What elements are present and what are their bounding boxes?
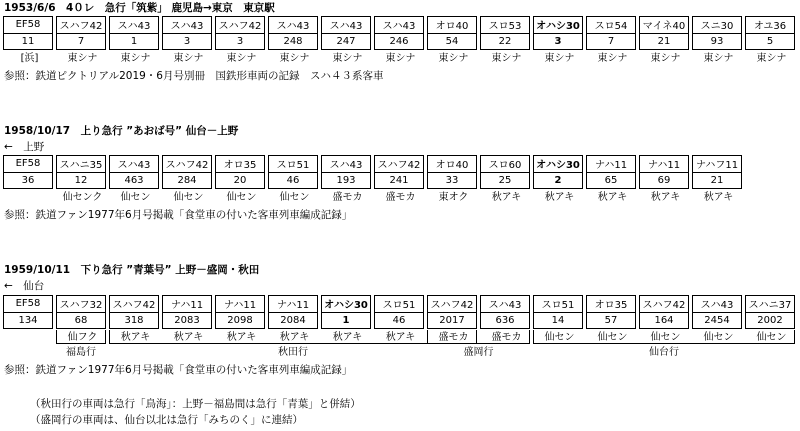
- car-box: [3, 155, 53, 189]
- car-number: 7: [587, 33, 635, 50]
- car-type: オロ35: [223, 160, 257, 172]
- car-type: スハフ42: [165, 160, 209, 172]
- car-type: スハフ42: [377, 160, 421, 172]
- car-depot: 秋アキ: [650, 192, 681, 203]
- car-box: [215, 295, 265, 329]
- section1-depots: [3, 52, 798, 65]
- car-number: 3: [534, 33, 582, 50]
- car-box: [268, 295, 318, 329]
- car-type: マイネ40: [642, 21, 686, 33]
- car-depot: 盛モカ: [332, 192, 363, 203]
- car-box: [56, 155, 106, 189]
- car-type: オハシ30: [536, 160, 580, 172]
- group-bracket-akita: [109, 330, 477, 344]
- group-label-sendai: 仙台行: [649, 347, 679, 358]
- car-type: オロ35: [594, 300, 628, 312]
- car-depot: 東シナ: [385, 53, 416, 64]
- car-box: [480, 155, 530, 189]
- car-number: 247: [322, 33, 370, 50]
- car-type: ナハ11: [170, 300, 204, 312]
- car-depot: 仙セン: [544, 332, 575, 343]
- car-depot: 盛モカ: [491, 332, 522, 343]
- car-type: スハニ35: [59, 160, 103, 172]
- car-box: [162, 155, 212, 189]
- section2-consist: [3, 155, 745, 189]
- car-type: スハ43: [329, 160, 363, 172]
- car-box: [162, 16, 212, 50]
- car-number: 5: [746, 33, 794, 50]
- car-box: [56, 16, 106, 50]
- car-type: スハフ42: [112, 300, 156, 312]
- car-type: オロ40: [435, 21, 469, 33]
- car-depot: 盛モカ: [385, 192, 416, 203]
- car-box: [692, 16, 742, 50]
- car-depot: 東シナ: [703, 53, 734, 64]
- section3-note-2: （盛岡行の車両は、仙台以北は急行「みちのく」に連結）: [30, 414, 303, 426]
- car-depot: 盛モカ: [438, 332, 469, 343]
- car-box: [639, 295, 689, 329]
- car-depot: 東シナ: [491, 53, 522, 64]
- car-type: スハ43: [329, 21, 363, 33]
- car-depot: 仙セン: [756, 332, 787, 343]
- car-number: 2083: [163, 312, 211, 329]
- group-bracket-fukushima: [56, 330, 106, 344]
- car-type: EF58: [15, 298, 41, 310]
- car-depot: 東シナ: [438, 53, 469, 64]
- car-number: 318: [110, 312, 158, 329]
- car-type: スロ51: [276, 160, 310, 172]
- group-label-morioka: 盛岡行: [463, 347, 494, 358]
- group-label-fukushima: 福島行: [66, 347, 96, 358]
- car-number: 33: [428, 172, 476, 189]
- car-number: 7: [57, 33, 105, 50]
- car-box: [480, 295, 530, 329]
- car-depot: 東シナ: [597, 53, 628, 64]
- section1-reference: 参照：鉄道ピクトリアル2019・6月号別冊 国鉄形車両の記録 スハ４３系客車: [4, 70, 384, 82]
- section2-direction: ← 上野: [4, 141, 45, 153]
- car-number: 1: [110, 33, 158, 50]
- group-bracket-morioka: [427, 330, 530, 344]
- car-box: [586, 155, 636, 189]
- car-depot: [3, 331, 56, 344]
- car-depot: [3, 191, 56, 204]
- car-type: ナハ11: [223, 300, 257, 312]
- car-number: 69: [640, 172, 688, 189]
- car-box: [215, 16, 265, 50]
- car-box: [427, 155, 477, 189]
- car-depot: 東シナ: [120, 53, 151, 64]
- car-box: [321, 155, 371, 189]
- car-type: スハ43: [117, 160, 151, 172]
- car-type: スロ51: [541, 300, 575, 312]
- car-number: 25: [481, 172, 529, 189]
- car-type: スハ43: [170, 21, 204, 33]
- car-type: オロ40: [435, 160, 469, 172]
- car-type: スハ43: [117, 21, 151, 33]
- section3-reference: 参照：鉄道ファン1977年6月号掲載「食堂車の付いた客車列車編成記録」: [4, 364, 353, 376]
- car-number: 164: [640, 312, 688, 329]
- car-type: ナハ11: [276, 300, 310, 312]
- car-type: オハシ30: [536, 21, 580, 33]
- car-number: 134: [4, 312, 52, 329]
- car-box: [268, 155, 318, 189]
- section3-consist: [3, 295, 798, 329]
- car-depot: 仙セン: [120, 192, 151, 203]
- car-box: [692, 295, 742, 329]
- car-depot: 秋アキ: [226, 332, 257, 343]
- section3-note-1: （秋田行の車両は急行「鳥海」：上野－福島間は急行「青葉」と併結）: [30, 398, 361, 410]
- car-number: 11: [4, 33, 52, 50]
- car-type: EF58: [15, 19, 41, 31]
- car-box: [109, 295, 159, 329]
- car-depot: 東シナ: [173, 53, 204, 64]
- section2-title: 1958/10/17 上り急行 ”あおば号” 仙台－上野: [4, 125, 239, 137]
- car-box: [745, 16, 795, 50]
- car-type: スハフ42: [642, 300, 686, 312]
- car-number: 68: [57, 312, 105, 329]
- car-number: 2454: [693, 312, 741, 329]
- section2-depots: [3, 191, 745, 204]
- car-depot: 秋アキ: [544, 192, 575, 203]
- car-depot: 仙セン: [703, 332, 734, 343]
- car-number: 21: [693, 172, 741, 189]
- car-number: 3: [163, 33, 211, 50]
- section1-consist: [3, 16, 798, 50]
- car-box: [215, 155, 265, 189]
- car-box: [639, 155, 689, 189]
- car-type: ナハ11: [594, 160, 628, 172]
- car-number: 46: [375, 312, 423, 329]
- car-depot: 東シナ: [650, 53, 681, 64]
- car-type: スハフ42: [218, 21, 262, 33]
- car-type: ナハフ11: [695, 160, 739, 172]
- car-number: 22: [481, 33, 529, 50]
- car-box: [374, 155, 424, 189]
- car-type: スロ51: [382, 300, 416, 312]
- car-box: [374, 16, 424, 50]
- car-number: 1: [322, 312, 370, 329]
- section3-title: 1959/10/11 下り急行 ”青葉号” 上野－盛岡・秋田: [4, 264, 260, 276]
- car-depot: 東シナ: [756, 53, 787, 64]
- car-number: 46: [269, 172, 317, 189]
- car-depot: 秋アキ: [279, 332, 310, 343]
- car-type: スロ60: [488, 160, 522, 172]
- car-number: 93: [693, 33, 741, 50]
- car-box: [268, 16, 318, 50]
- car-box: [533, 155, 583, 189]
- car-box: [480, 16, 530, 50]
- car-depot: 東オク: [438, 192, 469, 203]
- car-number: 12: [57, 172, 105, 189]
- car-type: オハシ30: [324, 300, 368, 312]
- car-number: 57: [587, 312, 635, 329]
- car-box: [639, 16, 689, 50]
- car-number: 2002: [746, 312, 794, 329]
- car-box: [321, 295, 371, 329]
- car-depot: 仙セン: [173, 192, 204, 203]
- section2-reference: 参照：鉄道ファン1977年6月号掲載「食堂車の付いた客車列車編成記録」: [4, 209, 353, 221]
- car-box: [427, 16, 477, 50]
- car-depot: 秋アキ: [332, 332, 363, 343]
- group-bracket-sendai: [533, 330, 795, 344]
- car-type: ナハ11: [647, 160, 681, 172]
- car-box: [374, 295, 424, 329]
- car-number: 248: [269, 33, 317, 50]
- car-type: スハフ42: [430, 300, 474, 312]
- car-depot: 秋アキ: [173, 332, 204, 343]
- car-type: スハニ37: [748, 300, 792, 312]
- car-depot: 東シナ: [332, 53, 363, 64]
- car-number: 193: [322, 172, 370, 189]
- car-type: スハ43: [276, 21, 310, 33]
- car-depot: 秋アキ: [703, 192, 734, 203]
- car-depot: 秋アキ: [385, 332, 416, 343]
- car-number: 2: [534, 172, 582, 189]
- car-box: [162, 295, 212, 329]
- car-depot: 仙セン: [226, 192, 257, 203]
- car-box: [3, 16, 53, 50]
- car-number: 3: [216, 33, 264, 50]
- car-type: スハ43: [700, 300, 734, 312]
- car-number: 20: [216, 172, 264, 189]
- car-box: [427, 295, 477, 329]
- car-box: [109, 155, 159, 189]
- car-box: [533, 295, 583, 329]
- car-type: スロ54: [594, 21, 628, 33]
- car-type: スハ43: [382, 21, 416, 33]
- car-number: 54: [428, 33, 476, 50]
- car-box: [586, 295, 636, 329]
- car-number: 36: [4, 172, 52, 189]
- car-depot: 東シナ: [544, 53, 575, 64]
- car-depot: 仙フク: [67, 332, 98, 343]
- car-number: 2084: [269, 312, 317, 329]
- car-type: スハフ42: [59, 21, 103, 33]
- car-box: [745, 295, 795, 329]
- car-depot: 仙セン: [650, 332, 681, 343]
- car-type: オユ36: [753, 21, 787, 33]
- car-box: [586, 16, 636, 50]
- car-number: 65: [587, 172, 635, 189]
- car-type: スハ43: [488, 300, 522, 312]
- car-depot: 秋アキ: [597, 192, 628, 203]
- car-depot: 仙セン: [597, 332, 628, 343]
- car-type: スニ30: [700, 21, 734, 33]
- car-depot: 仙セン: [279, 192, 310, 203]
- car-box: [692, 155, 742, 189]
- section1-title: 1953/6/6 4０レ 急行「筑紫」 鹿児島→東京 東京駅: [4, 2, 275, 14]
- car-number: 14: [534, 312, 582, 329]
- car-depot: 秋アキ: [120, 332, 151, 343]
- car-type: スロ53: [488, 21, 522, 33]
- car-number: 246: [375, 33, 423, 50]
- car-depot: 東シナ: [67, 53, 98, 64]
- car-box: [533, 16, 583, 50]
- car-number: 463: [110, 172, 158, 189]
- car-box: [109, 16, 159, 50]
- car-depot: 東シナ: [226, 53, 257, 64]
- car-number: 2098: [216, 312, 264, 329]
- car-type: スハフ32: [59, 300, 103, 312]
- car-number: 21: [640, 33, 688, 50]
- group-label-akita: 秋田行: [278, 347, 308, 358]
- car-number: 241: [375, 172, 423, 189]
- car-number: 2017: [428, 312, 476, 329]
- car-depot: 仙センク: [62, 192, 103, 203]
- car-number: 284: [163, 172, 211, 189]
- car-depot: [浜]: [20, 53, 39, 64]
- car-box: [56, 295, 106, 329]
- car-box: [321, 16, 371, 50]
- car-number: 636: [481, 312, 529, 329]
- car-depot: 東シナ: [279, 53, 310, 64]
- car-type: EF58: [15, 158, 41, 170]
- car-box: [3, 295, 53, 329]
- car-depot: 秋アキ: [491, 192, 522, 203]
- section3-direction: ← 仙台: [4, 280, 45, 292]
